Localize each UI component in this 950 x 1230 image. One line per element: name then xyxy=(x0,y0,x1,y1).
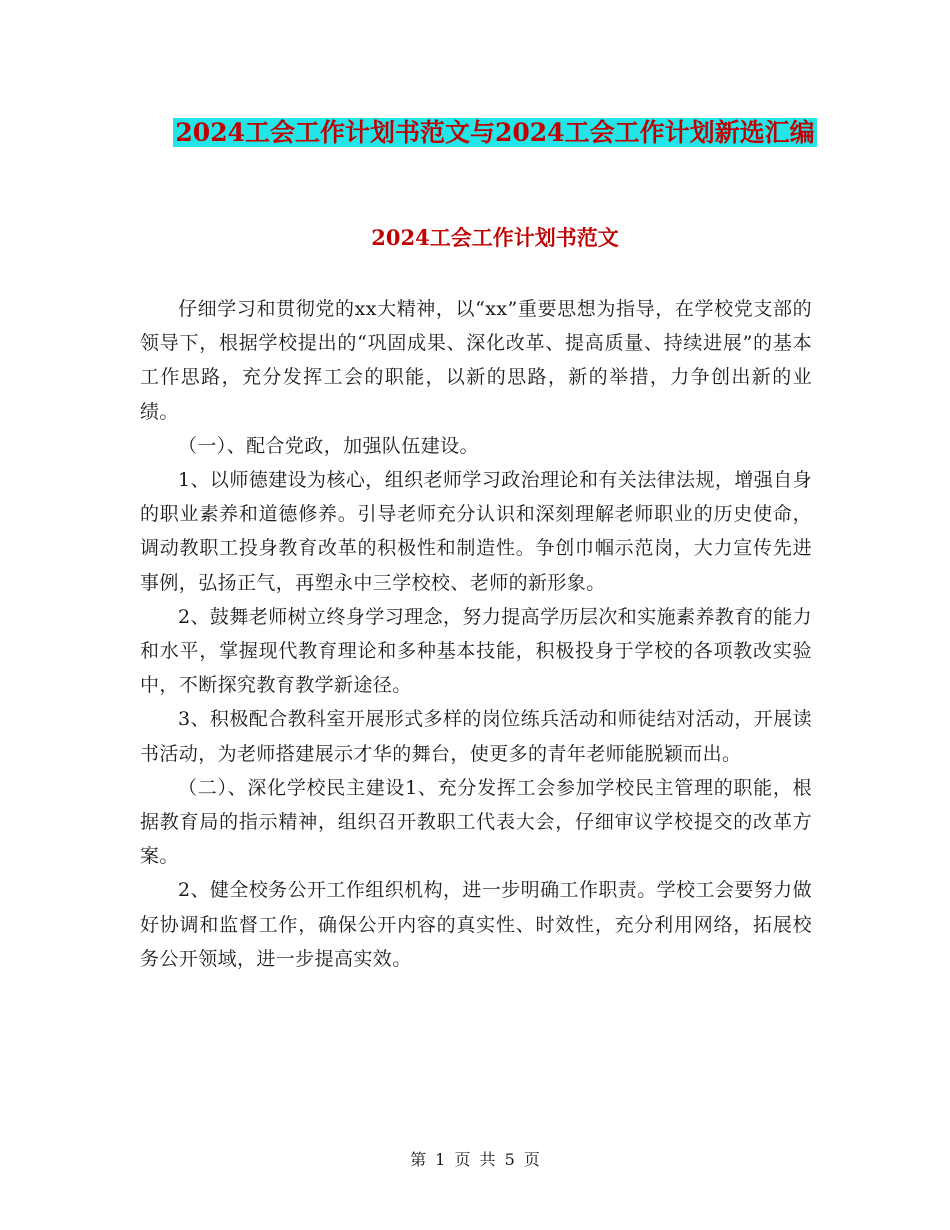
paragraph-item-1: 1、以师德建设为核心，组织老师学习政治理论和有关法律法规，增强自身的职业素养和道德修养。引导老师充分认识和深刻理解老师职业的历史使命，调动教职工投身教育改革的积极性和制造性。争创巾帼示范岗，大力宣传先进事例，弘扬正气，再塑永中三学校校、老师的新形象。 xyxy=(140,469,812,594)
paragraph-item-3: 3、积极配合教科室开展形式多样的岗位练兵活动和师徒结对活动，开展读书活动，为老师搭建展示才华的舞台，使更多的青年老师能脱颖而出。 xyxy=(140,708,812,765)
section-title: 2024工会工作计划书范文 xyxy=(371,225,619,250)
paragraph-heading-1: （一）、配合党政，加强队伍建设。 xyxy=(178,434,479,457)
document-title xyxy=(140,112,850,154)
document-body xyxy=(140,292,812,976)
document-title-text: 2024工会工作计划书范文与2024工会工作计划新选汇编 xyxy=(175,118,815,147)
paragraph-item-2: 2、鼓舞老师树立终身学习理念，努力提高学历层次和实施素养教育的能力和水平，掌握现代教育理论和多种基本技能，积极投身于学校的各项教改实验中，不断探究教育教学新途径。 xyxy=(140,605,812,697)
page-number-footer: 第 1 页 共 5 页 xyxy=(410,1150,540,1169)
paragraph-item-4: 2、健全校务公开工作组织机构，进一步明确工作职责。学校工会要努力做好协调和监督工作，确保公开内容的真实性、时效性，充分利用网络，拓展校务公开领域，进一步提高实效。 xyxy=(140,879,812,970)
paragraph-heading-2: （二）、深化学校民主建设1、充分发挥工会参加学校民主管理的职能，根据教育局的指示精神，组织召开教职工代表大会，仔细审议学校提交的改革方案。 xyxy=(140,776,812,868)
paragraph-intro: 仔细学习和贯彻党的xx大精神，以“xx”重要思想为指导，在学校党支部的领导下，根据学校提出的“巩固成果、深化改革、提高质量、持续进展”的基本工作思路，充分发挥工会的职能，以新的思路，新的举措，力争创出新的业绩。 xyxy=(140,298,812,423)
